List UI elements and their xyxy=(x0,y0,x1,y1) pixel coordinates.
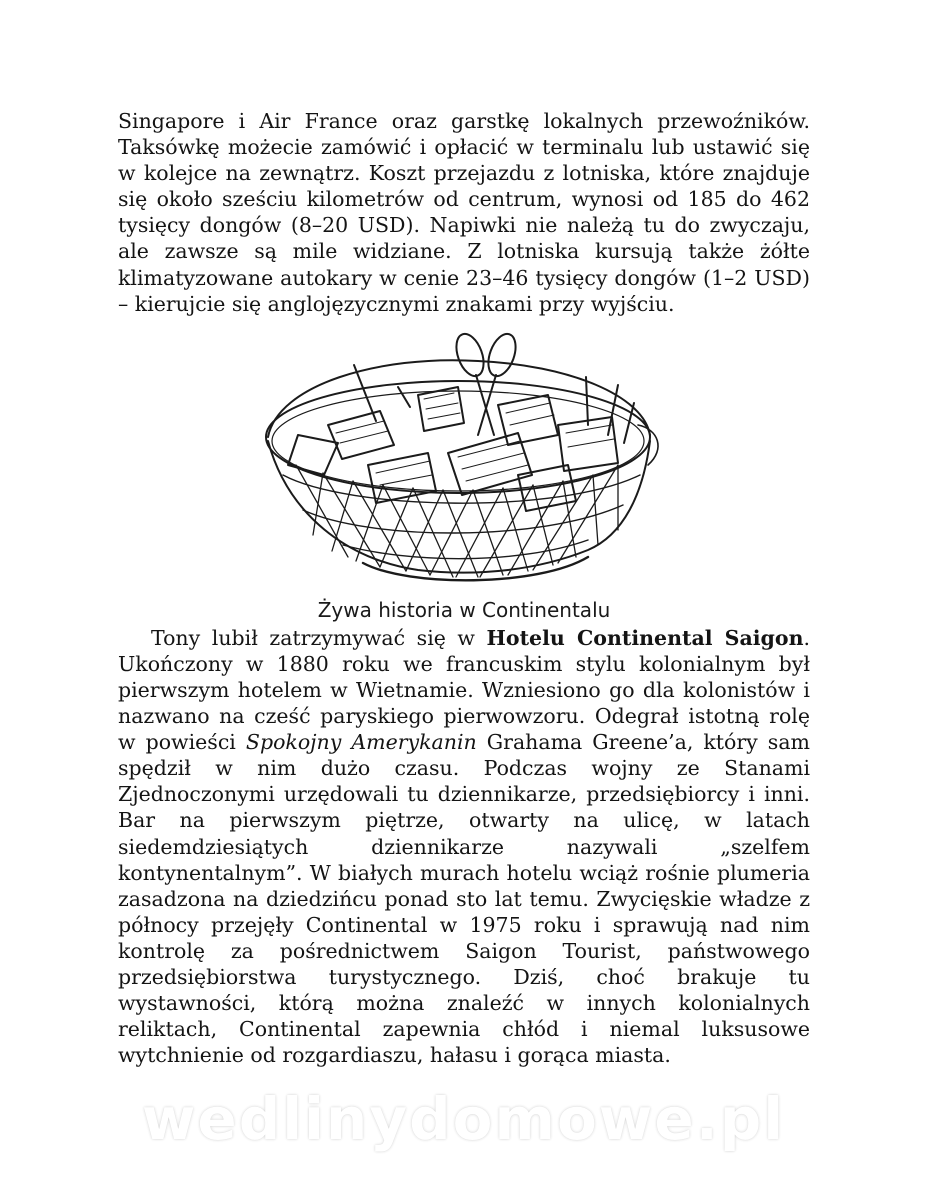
paragraph-text-start: Tony lubił zatrzymywać się w xyxy=(151,625,487,650)
paragraph-hotel-continental xyxy=(118,625,810,1069)
page-content xyxy=(118,108,810,1068)
basket-of-banknotes-illustration xyxy=(118,325,810,595)
section-title: Żywa historia w Continentalu xyxy=(317,597,611,622)
paragraph-airport-transport: Singapore i Air France oraz garstkę lokalnych przewoźników. Taksówkę możecie zamówić i opłacić w terminalu lub ustawić się w kolejce na zewnątrz. Koszt przejazdu z lotniska, które znajduje się około sześciu kilometrów od centrum, wynosi od 185 do 462 tysięcy dongów (8–20 USD). Napiwki nie należą tu do zwyczaju, ale zawsze są mile widziane. Z lotniska kursują także żółte klimatyzowane autokary w cenie 23–46 tysięcy dongów (1–2 USD) – kierujcie się anglojęzycznymi znakami przy wyjściu. xyxy=(118,109,810,316)
paragraph-text-middle: . Ukończony w 1880 roku we francuskim stylu kolonialnym był pierwszym hotelem w Wietnamie. Wzniesiono go dla kolonistów i nazwano na cześć paryskiego pierwowzoru. Odegrał istotną rolę w powieści xyxy=(118,625,811,755)
paragraph-text-end: Grahama Greene’a, który sam spędził w nim dużo czasu. Podczas wojny ze Stanami Zjednoczonymi urzędowali tu dziennikarze, przedsiębiorcy i inni. Bar na pierwszym piętrze, otwarty na ulicę, w latach siedemdziesiątych dziennikarze nazywali „szelfem kontynentalnym”. W białych murach hotelu wciąż rośnie plumeria zasadzona na dziedzińcu ponad sto lat temu. Zwycięskie władze z północy przejęły Continental w 1975 roku i sprawują nad nim kontrolę za pośrednictwem Saigon Tourist, państwowego przedsiębiorstwa turystycznego. Dziś, choć brakuje tu wystawności, którą można znaleźć w innych kolonialnych reliktach, Continental zapewnia chłód i niemal luksusowe wytchnienie od rozgardiaszu, hałasu i gorąca miasta. xyxy=(118,730,810,1068)
hotel-name-bold: Hotelu Continental Saigon xyxy=(486,625,804,650)
watermark: wedlinydomowe.pl xyxy=(141,1085,786,1153)
novel-title-italic: Spokojny Amerykanin xyxy=(245,730,477,755)
